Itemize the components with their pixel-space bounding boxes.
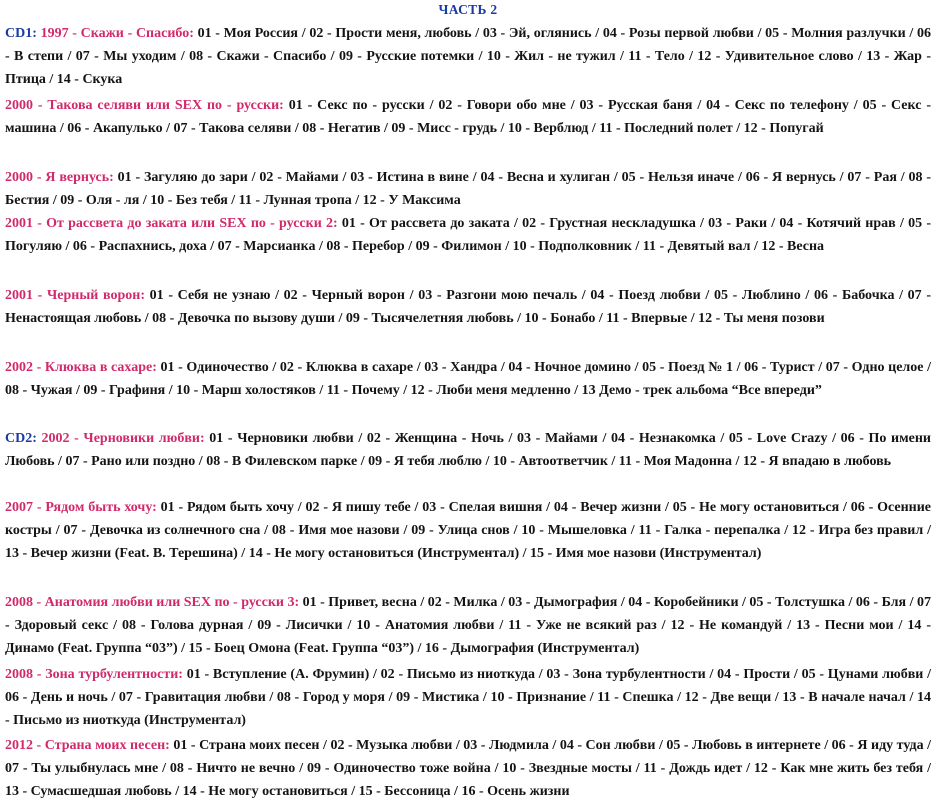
album-entry xyxy=(5,734,931,803)
album-entry xyxy=(5,427,931,473)
album-title: 2001 - От рассвета до заката или SEX по - русски 2: xyxy=(5,216,338,231)
album-entry xyxy=(5,591,931,660)
album-title: 2002 - Клюква в сахаре: xyxy=(5,360,157,375)
album-entry xyxy=(5,22,931,91)
album-title: 2001 - Черный ворон: xyxy=(5,288,145,303)
track-list: 01 - Страна моих песен / 02 - Музыка любви / 03 - Людмила / 04 - Сон любви / 05 - Любовь в интернете / 06 - Я иду туда / 07 - Ты улыбнулась мне / 08 - Ничто не вечно / 09 - Одиночество тоже война / 10 - Звездные мосты / 11 - Дождь идет / 12 - Как мне жить без тебя / 13 - Сумасшедшая любовь / 14 - Не могу остановиться / 15 - Бессоница / 16 - Осень жизни xyxy=(5,738,931,799)
album-title: 1997 - Скажи - Спасибо: xyxy=(40,26,194,41)
track-list: 01 - Одиночество / 02 - Клюква в сахаре / 03 - Хандра / 04 - Ночное домино / 05 - Поезд № 1 / 06 - Турист / 07 - Одно целое / 08 - Чужая / 09 - Графиня / 10 - Марш холостяков / 11 - Почему / 12 - Люби меня медленно / 13 Демо - трек альбома “Все впереди” xyxy=(5,360,931,398)
album-entry xyxy=(5,94,931,140)
part-title: ЧАСТЬ 2 xyxy=(438,2,498,17)
album-entry xyxy=(5,356,931,402)
album-title: 2008 - Анатомия любви или SEX по - русски 3: xyxy=(5,595,300,610)
track-list: 01 - Себя не узнаю / 02 - Черный ворон / 03 - Разгони мою печаль / 04 - Поезд любви / 05 - Люблино / 06 - Бабочка / 07 - Ненастоящая любовь / 08 - Девочка по вызову души / 09 - Тысячелетняя любовь / 10 - Бонабо / 11 - Впервые / 12 - Ты меня позови xyxy=(5,288,932,326)
album-title: 2000 - Я вернусь: xyxy=(5,170,114,185)
disc-label: CD1: xyxy=(5,26,41,41)
track-list: 01 - Черновики любви / 02 - Женщина - Ночь / 03 - Майами / 04 - Незнакомка / 05 - Love Crazy / 06 - По имени Любовь / 07 - Рано или поздно / 08 - В Филевском парке / 09 - Я тебя люблю / 10 - Автоответчик / 11 - Моя Мадонна / 12 - Я впадаю в любовь xyxy=(5,431,931,469)
track-list: 01 - От рассвета до заката / 02 - Грустная нескладушка / 03 - Раки / 04 - Котячий нрав / 05 - Погуляю / 06 - Распахнись, доха / 07 - Марсианка / 08 - Перебор / 09 - Филимон / 10 - Подполковник / 11 - Девятый вал / 12 - Весна xyxy=(5,216,931,254)
album-entry xyxy=(5,284,931,330)
album-entry xyxy=(5,496,931,565)
album-entry xyxy=(5,663,931,732)
album-title: 2012 - Страна моих песен: xyxy=(5,738,170,753)
track-list: 01 - Вступление (А. Фрумин) / 02 - Письмо из ниоткуда / 03 - Зона турбулентности / 04 - Прости / 05 - Цунами любви / 06 - День и ночь / 07 - Гравитация любви / 08 - Город у моря / 09 - Мистика / 10 - Признание / 11 - Спешка / 12 - Две вещи / 13 - В начале начал / 14 - Письмо из ниоткуда (Инструментал) xyxy=(5,667,931,728)
album-entry xyxy=(5,166,931,212)
track-list: 01 - Секс по - русски / 02 - Говори обо мне / 03 - Русская баня / 04 - Секс по телефону / 05 - Секс - машина / 06 - Акапулько / 07 - Такова селяви / 08 - Негатив / 09 - Мисс - грудь / 10 - Верблюд / 11 - Последний полет / 12 - Попугай xyxy=(5,98,931,136)
album-entry xyxy=(5,212,931,258)
track-list: 01 - Рядом быть хочу / 02 - Я пишу тебе / 03 - Спелая вишня / 04 - Вечер жизни / 05 - Не могу остановиться / 06 - Осенние костры / 07 - Девочка из солнечного сна / 08 - Имя мое назови / 09 - Улица снов / 10 - Мышеловка / 11 - Галка - перепалка / 12 - Игра без правил / 13 - Вечер жизни (Feat. В. Терешина) / 14 - Не могу остановиться (Инструментал) / 15 - Имя мое назови (Инструментал) xyxy=(5,500,931,561)
album-title: 2002 - Черновики любви: xyxy=(41,431,205,446)
album-title: 2000 - Такова селяви или SEX по - русски: xyxy=(5,98,284,113)
track-list: 01 - Моя Россия / 02 - Прости меня, любовь / 03 - Эй, оглянись / 04 - Розы первой любви / 05 - Молния разлучки / 06 - В степи / 07 - Мы уходим / 08 - Скажи - Спасибо / 09 - Русские потемки / 10 - Жил - не тужил / 11 - Тело / 12 - Удивительное слово / 13 - Жар - Птица / 14 - Скука xyxy=(5,26,931,87)
track-list: 01 - Привет, весна / 02 - Милка / 03 - Дымография / 04 - Коробейники / 05 - Толстушка / 06 - Бля / 07 - Здоровый секс / 08 - Голова дурная / 09 - Лисички / 10 - Анатомия любви / 11 - Уже не всякий раз / 12 - Не командуй / 13 - Песни мои / 14 - Динамо (Feat. Группа “03”) / 15 - Боец Омона (Feat. Группа “03”) / 16 - Дымография (Инструментал) xyxy=(5,595,931,656)
album-title: 2007 - Рядом быть хочу: xyxy=(5,500,157,515)
track-list: 01 - Загуляю до зари / 02 - Майами / 03 - Истина в вине / 04 - Весна и хулиган / 05 - Нельзя иначе / 06 - Я вернусь / 07 - Рая / 08 - Бестия / 09 - Оля - ля / 10 - Без тебя / 11 - Лунная тропа / 12 - У Максима xyxy=(5,170,932,208)
album-title: 2008 - Зона турбулентности: xyxy=(5,667,183,682)
disc-label: CD2: xyxy=(5,431,42,446)
